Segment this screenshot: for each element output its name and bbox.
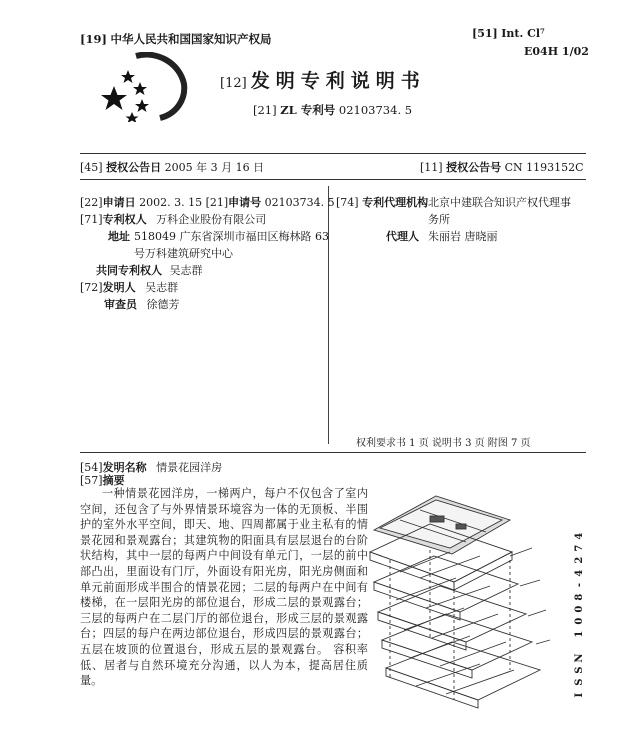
patent-number xyxy=(253,102,412,118)
issn-char: S xyxy=(573,666,585,674)
int-cl-label: Int. Cl⁷ xyxy=(501,27,545,40)
rule-lower xyxy=(80,452,586,453)
patent-number-value: 02103734. 5 xyxy=(338,103,413,117)
agency-row xyxy=(336,194,428,210)
patentee-value: 万科企业股份有限公司 xyxy=(156,213,267,226)
grant-number-tag: [11] xyxy=(420,161,443,174)
agency-label: 专利代理机构 xyxy=(362,196,429,209)
grant-date-value: 2005 年 3 月 16 日 xyxy=(164,161,265,174)
examiner-value: 徐德芳 xyxy=(146,298,180,311)
invention-title-label: 发明名称 xyxy=(102,461,147,474)
invention-title-value: 情景花园洋房 xyxy=(156,461,223,474)
examiner-label: 审查员 xyxy=(104,298,137,311)
issn-char: 2 xyxy=(573,557,585,564)
issn-vertical xyxy=(573,530,587,701)
issn-char: 0 xyxy=(573,618,585,626)
address-label: 地址 xyxy=(108,230,130,243)
int-cl-tag: [51] xyxy=(472,27,498,40)
page-info: 权利要求书 1 页 说明书 3 页 附图 7 页 xyxy=(356,438,531,449)
building-drawing xyxy=(360,490,560,730)
issn-char: 7 xyxy=(573,544,585,552)
issn-char: 0 xyxy=(573,605,585,613)
examiner-row xyxy=(104,296,180,312)
issn-char: 4 xyxy=(573,569,585,577)
patentee-label: 专利权人 xyxy=(102,213,147,226)
app-no-tag: [21] xyxy=(205,196,229,209)
doc-title xyxy=(220,66,426,93)
patentee-tag: [71] xyxy=(80,213,103,226)
doc-title-tag: [12] xyxy=(220,76,247,91)
patent-number-tag: [21] xyxy=(253,103,277,117)
office-tag: [19] xyxy=(80,32,107,46)
abstract-tag: [57] xyxy=(80,474,103,487)
app-no-value: 02103734. 5 xyxy=(264,196,335,209)
patent-number-label: ZL 专利号 xyxy=(280,103,336,117)
issn-char: S xyxy=(573,678,585,687)
issn-char: 4 xyxy=(573,532,585,540)
cnipa-emblem xyxy=(88,52,198,122)
co-patentee-row xyxy=(96,262,203,278)
office-header xyxy=(80,31,272,47)
grant-date xyxy=(80,159,264,175)
app-no-label: 申请号 xyxy=(228,196,262,209)
inventor-label: 发明人 xyxy=(102,281,136,294)
address-line-2: 号万科建筑研究中心 xyxy=(134,247,233,260)
abstract-label: 摘要 xyxy=(102,474,125,487)
grant-number-value: CN 1193152C xyxy=(504,161,584,174)
grant-date-label: 授权公告日 xyxy=(106,161,162,174)
inventor-value: 吴志群 xyxy=(145,281,179,294)
co-patentee-label: 共同专利权人 xyxy=(96,264,162,277)
rule-top xyxy=(80,153,586,154)
invention-title-tag: [54] xyxy=(80,461,103,474)
issn-char: N xyxy=(573,653,585,663)
doc-title-text: 发明专利说明书 xyxy=(250,70,426,92)
agency-line-2: 务所 xyxy=(428,213,450,226)
app-date-value: 2002. 3. 15 xyxy=(139,196,203,209)
app-date-label: 申请日 xyxy=(102,196,136,209)
agency-tag: [74] xyxy=(336,196,359,209)
column-divider xyxy=(328,186,329,444)
issn-char: 1 xyxy=(573,630,585,638)
agent-value: 朱丽岩 唐晓丽 xyxy=(428,230,498,243)
abstract-text-block xyxy=(80,486,368,689)
agent-label: 代理人 xyxy=(386,230,419,243)
grant-date-tag: [45] xyxy=(80,161,103,174)
address-line-1: 518049 广东省深圳市福田区梅林路 63 xyxy=(134,230,329,243)
app-date-tag: [22] xyxy=(80,196,103,209)
grant-number xyxy=(420,159,584,175)
co-patentee-value: 吴志群 xyxy=(169,264,203,277)
grant-number-label: 授权公告号 xyxy=(446,161,502,174)
patentee-row xyxy=(80,211,266,227)
agency-line-1: 北京中建联合知识产权代理事 xyxy=(428,196,571,209)
int-cl-header xyxy=(472,27,589,58)
issn-char: I xyxy=(573,692,585,698)
rule-mid xyxy=(80,179,586,180)
issn-char: - xyxy=(573,582,585,587)
office-name: 中华人民共和国国家知识产权局 xyxy=(110,32,272,46)
inventor-row xyxy=(80,279,178,295)
abstract-text: 一种情景花园洋房，一梯两户，每户不仅包含了室内空间，还包含了与外界情景环境容为一体的无顶板、半围护的室外水平空间，即天、地、四周都属于业主私有的情景花园和景观露台；其建筑物的阳面具有层层退台的台阶状结构，其中一层的每两户中间设有单元门，一层的前中部凸出，里面设有门厅，外面设有阳光房，阳光房侧面和单元前面形成半围合的情景花园；二层的每两户在中间有楼梯，在一层阳光房的部位退台，形成二层的景观露台；三层的每两户在二层门厅的部位退台，形成三层的景观露台；四层的每户在两边部位退台，形成四层的景观露台；五层在坡顶的位置退台，形成五层的景观露台。 容积率低、居者与自然环境充分沟通，以人为本，提高居住质量。 xyxy=(80,487,368,688)
issn-char: 8 xyxy=(573,593,585,601)
int-cl-code: E04H 1/02 xyxy=(524,45,589,58)
inventor-tag: [72] xyxy=(80,281,103,294)
application-date-row xyxy=(80,194,335,210)
